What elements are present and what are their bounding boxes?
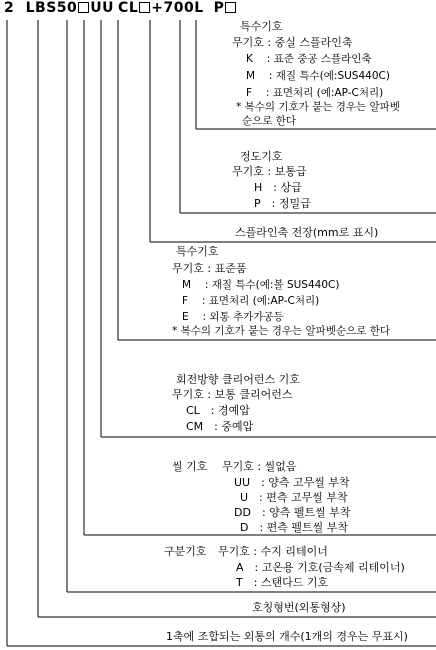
special-shaft-m: M : 재질 특수(예:SUS440C) (246, 70, 390, 82)
special-shaft-k: K : 표준 중공 스플라인축 (246, 53, 372, 65)
clearance-cm: CM : 중예압 (186, 420, 254, 433)
code-length: 700L (163, 0, 204, 16)
retainer-t: T : 스탠다드 기호 (236, 576, 329, 589)
special-outer-note: * 복수의 기호가 붙는 경우는 알파벳순으로 한다 (172, 325, 390, 337)
code-plus: + (151, 0, 164, 16)
retainer-none: 무기호 : 수지 리테이너 (218, 545, 328, 558)
special-shaft-note1: * 복수의 기호가 붙는 경우는 알파벳 (236, 101, 400, 113)
accuracy-title: 정도기호 (240, 150, 283, 163)
special-outer-f: F : 표면처리 (예:AP-C처리) (182, 295, 320, 307)
code-grade: P (213, 0, 225, 16)
code-seal: UU (90, 0, 115, 16)
retainer-a: A : 고온용 기호(금속제 리테이너) (236, 561, 405, 574)
special-outer-title: 특수기호 (176, 245, 219, 258)
seal-dd: DD : 양측 펠트씰 부착 (234, 506, 351, 519)
special-shaft-f: F : 표면처리 (예:AP-C처리) (246, 87, 384, 99)
retainer-title: 구분기호 (164, 545, 207, 558)
seal-title: 씰 기호 (172, 460, 208, 473)
clearance-cl: CL : 경예압 (186, 404, 250, 417)
seal-d: D : 편측 펠트씰 부착 (240, 521, 349, 534)
accuracy-none: 무기호 : 보통급 (232, 165, 307, 178)
code-clearance: CL (118, 0, 139, 16)
code-count: 2 (4, 0, 15, 16)
special-shaft-title: 특수기호 (240, 20, 283, 33)
seal-none: 무기호 : 씰없음 (222, 460, 297, 473)
seal-uu: UU : 양측 고무씰 부착 (234, 476, 350, 489)
shaft-length-label: 스플라인축 전장(mm로 표시) (235, 226, 379, 239)
special-outer-m: M : 재질 특수(예:볼 SUS440C) (182, 279, 340, 291)
clearance-none: 무기호 : 보통 클리어런스 (172, 388, 293, 401)
code-type: LBS50 (25, 0, 78, 16)
seal-u: U : 편측 고무씰 부착 (240, 491, 348, 504)
accuracy-p: P : 정밀급 (254, 197, 311, 210)
count-label: 1축에 조합되는 외통의 개수(1개의 경우는 무표시) (166, 630, 408, 643)
special-shaft-note2: 순으로 한다 (242, 115, 297, 127)
accuracy-h: H : 상급 (254, 181, 302, 194)
special-outer-e: E : 외통 추가가공등 (182, 311, 284, 323)
special-shaft-none: 무기호 : 중실 스플라인축 (232, 36, 353, 49)
special-outer-none: 무기호 : 표준품 (172, 262, 247, 275)
model-label: 호칭형번(외통형상) (252, 601, 346, 614)
clearance-title: 회전방향 클리어런스 기호 (176, 373, 300, 386)
